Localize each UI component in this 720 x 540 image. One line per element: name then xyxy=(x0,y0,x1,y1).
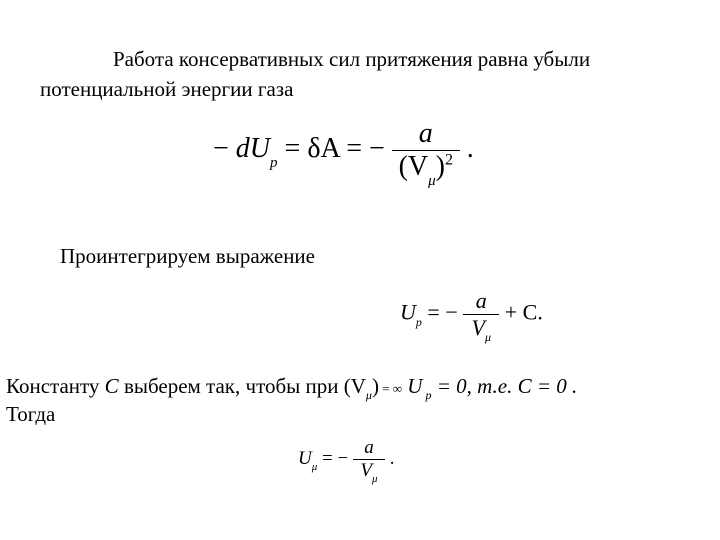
formula2-eq: = xyxy=(427,299,440,325)
formula1-fraction xyxy=(392,118,460,189)
constant-text: Константу C выберем так, чтобы при $(V_\mu)$ = ∞ U $_p$ = 0, т.е. C = 0 . xyxy=(6,374,578,402)
then-text: Тогда xyxy=(6,402,56,426)
formula-potential-energy xyxy=(298,437,395,485)
formula1-minus: − xyxy=(213,132,229,164)
formula1-deltaA: δA xyxy=(307,132,340,164)
formula1-denominator: $(V_\mu)^2$ xyxy=(398,151,453,189)
integrate-text: Проинтегрируем выражение xyxy=(60,244,315,268)
formula1-minus2: − xyxy=(369,132,385,164)
formula3-U: U xyxy=(298,447,312,469)
formula3-numerator: a xyxy=(364,437,374,458)
formula1-period: . xyxy=(466,132,474,164)
formula2-plus-c: + C. xyxy=(504,299,543,325)
formula2-sub-p: p xyxy=(415,314,422,329)
formula3-minus: − xyxy=(337,447,349,469)
formula2-numerator: a xyxy=(475,288,487,313)
intro-line-2: потенциальной энергии газа xyxy=(40,77,294,101)
formula1-dU: dU xyxy=(235,132,271,164)
formula3-fraction xyxy=(353,437,385,485)
formula-integrated xyxy=(400,288,543,344)
formula2-denominator: $V_\mu$ xyxy=(471,315,491,344)
formula3-period: . xyxy=(389,447,395,469)
formula-work-potential xyxy=(213,118,474,189)
formula2-U: U xyxy=(400,299,416,325)
intro-line-1: Работа консервативных сил притяжения равна убыли xyxy=(113,47,591,71)
formula2-minus: − xyxy=(445,299,458,325)
formula3-eq: = xyxy=(322,447,333,469)
formula3-denominator: $V_\mu$ xyxy=(360,460,378,485)
formula1-eq2: = xyxy=(346,132,362,164)
formula1-eq1: = xyxy=(284,132,301,164)
formula3-sub-mu: μ xyxy=(311,460,318,473)
formula1-sub-p: p xyxy=(270,154,278,171)
formula1-numerator: a xyxy=(418,118,433,149)
formula2-fraction xyxy=(463,288,499,344)
